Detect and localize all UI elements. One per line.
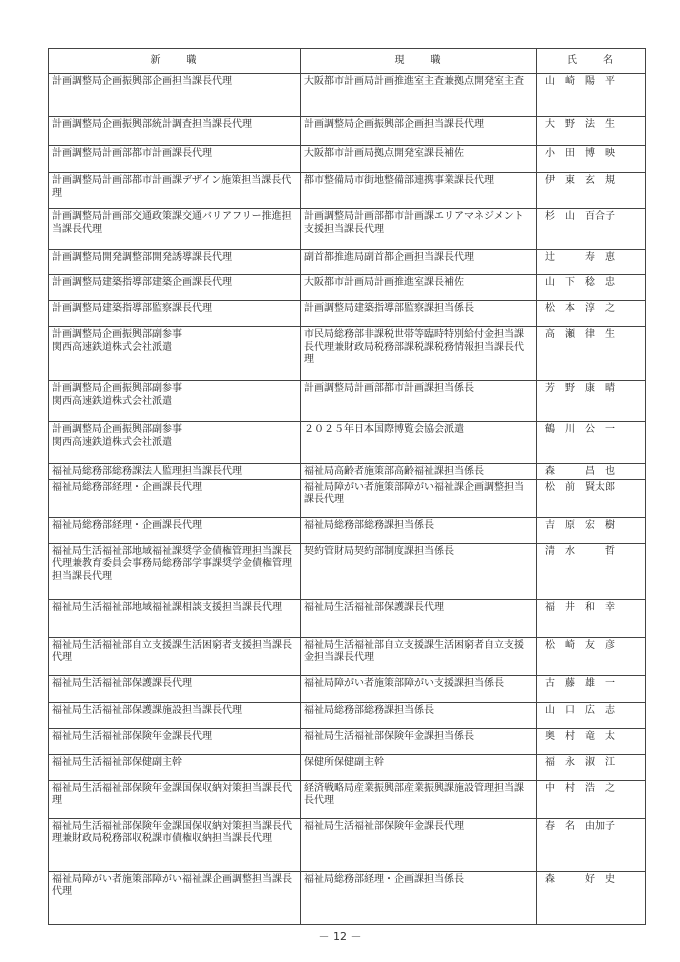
table-row	[49, 517, 646, 543]
current-position-cell: 計画調整局計画部都市計画課エリアマネジメント支援担当課長代理	[301, 209, 537, 250]
table-row	[49, 675, 646, 702]
person-name: 古 藤 雄 一	[545, 677, 615, 689]
current-position-cell: 大阪都市計画局計画推進室主査兼拠点開発室主査	[301, 74, 537, 117]
current-position-cell: ２０２５年日本国際博覧会協会派遣	[301, 422, 537, 464]
person-name: 福 永 淑 江	[545, 756, 615, 768]
person-name: 森 好 史	[545, 873, 615, 885]
table-row	[49, 818, 646, 871]
current-position-cell: 福祉局生活福祉部自立支援課生活困窮者自立支援金担当課長代理	[301, 637, 537, 675]
new-position-cell: 計画調整局開発調整部開発誘導課長代理	[49, 250, 301, 275]
person-name: 松 崎 友 彦	[545, 639, 615, 651]
person-name-cell	[537, 479, 646, 517]
new-position-cell: 計画調整局計画部交通政策課交通バリアフリー推進担当課長代理	[49, 209, 301, 250]
current-position-cell: 福祉局生活福祉部保険年金課担当係長	[301, 728, 537, 754]
person-name-cell	[537, 517, 646, 543]
person-name-cell	[537, 780, 646, 818]
new-position-cell: 福祉局生活福祉部地域福祉課奨学金債権管理担当課長代理兼教育委員会事務局総務部学事課奨学金債権管理担当課長代理	[49, 543, 301, 599]
current-position-cell: 副首都推進局副首都企画担当課長代理	[301, 250, 537, 275]
current-position-cell: 計画調整局計画部都市計画課担当係長	[301, 381, 537, 422]
current-position-cell: 福祉局生活福祉部保険年金課長代理	[301, 818, 537, 871]
person-name: 奥 村 竜 太	[545, 730, 615, 742]
table-header-row	[49, 49, 646, 74]
person-name: 松 前 賢太郎	[545, 481, 615, 493]
person-name-cell	[537, 637, 646, 675]
table-row	[49, 871, 646, 924]
table-row	[49, 74, 646, 117]
person-name: 松 本 淳 之	[545, 303, 615, 314]
new-position-cell: 計画調整局企画振興部副参事 関西高速鉄道株式会社派遣	[49, 327, 301, 381]
new-position-cell: 福祉局生活福祉部保険年金課長代理	[49, 728, 301, 754]
personnel-table	[48, 48, 646, 925]
person-name-cell	[537, 117, 646, 146]
new-position-cell: 計画調整局企画振興部副参事 関西高速鉄道株式会社派遣	[49, 422, 301, 464]
person-name-cell	[537, 818, 646, 871]
current-position-cell: 都市整備局市街地整備部連携事業課長代理	[301, 173, 537, 209]
person-name: 小 田 博 映	[545, 148, 615, 159]
person-name-cell	[537, 675, 646, 702]
person-name: 春 名 由加子	[545, 820, 615, 832]
table-row	[49, 209, 646, 250]
current-position-cell: 大阪都市計画局拠点開発室課長補佐	[301, 146, 537, 173]
person-name: 吉 原 宏 樹	[545, 519, 615, 531]
current-position-cell: 計画調整局建築指導部監察課担当係長	[301, 301, 537, 327]
table-row	[49, 422, 646, 464]
new-position-cell: 福祉局生活福祉部保護課長代理	[49, 675, 301, 702]
current-position-cell: 計画調整局企画振興部企画担当課長代理	[301, 117, 537, 146]
current-position-cell: 福祉局障がい者施策部障がい支援課担当係長	[301, 675, 537, 702]
current-position-cell: 契約管財局契約部制度課担当係長	[301, 543, 537, 599]
table-row	[49, 146, 646, 173]
person-name-cell	[537, 728, 646, 754]
person-name-cell	[537, 422, 646, 464]
current-position-cell: 大阪都市計画局計画推進室課長補佐	[301, 275, 537, 301]
new-position-cell: 計画調整局企画振興部副参事 関西高速鉄道株式会社派遣	[49, 381, 301, 422]
table-row	[49, 250, 646, 275]
person-name: 清 水 哲	[545, 545, 615, 557]
current-position-cell: 福祉局総務部経理・企画課担当係長	[301, 871, 537, 924]
new-position-cell: 福祉局生活福祉部地域福祉課相談支援担当課長代理	[49, 599, 301, 637]
header-current-position: 現 職	[301, 49, 537, 74]
new-position-cell: 福祉局総務部経理・企画課長代理	[49, 517, 301, 543]
table-row	[49, 327, 646, 381]
person-name: 芳 野 康 晴	[545, 383, 615, 394]
person-name: 山 下 稔 忠	[545, 277, 615, 288]
table-row	[49, 702, 646, 728]
person-name-cell	[537, 250, 646, 275]
person-name-cell	[537, 599, 646, 637]
person-name: 鶴 川 公 一	[545, 424, 615, 435]
table-row	[49, 599, 646, 637]
table-row	[49, 381, 646, 422]
table-row	[49, 275, 646, 301]
current-position-cell: 福祉局総務部総務課担当係長	[301, 517, 537, 543]
person-name: 大 野 法 生	[545, 119, 615, 130]
person-name-cell	[537, 301, 646, 327]
table-row	[49, 464, 646, 480]
table-row	[49, 780, 646, 818]
person-name-cell	[537, 381, 646, 422]
person-name: 中 村 浩 之	[545, 782, 615, 794]
new-position-cell: 計画調整局建築指導部監察課長代理	[49, 301, 301, 327]
person-name-cell	[537, 702, 646, 728]
current-position-cell: 経済戦略局産業振興部産業振興課施設管理担当課長代理	[301, 780, 537, 818]
new-position-cell: 計画調整局計画部都市計画課長代理	[49, 146, 301, 173]
person-name-cell	[537, 871, 646, 924]
header-new-position: 新 職	[49, 49, 301, 74]
current-position-cell: 市民局総務部非課税世帯等臨時特別給付金担当課長代理兼財政局税務部課税課税務情報担当課長代理	[301, 327, 537, 381]
current-position-cell: 福祉局高齢者施策部高齢福祉課担当係長	[301, 464, 537, 480]
table-row	[49, 479, 646, 517]
header-name: 氏 名	[537, 49, 646, 74]
person-name-cell	[537, 543, 646, 599]
person-name-cell	[537, 146, 646, 173]
table-row	[49, 301, 646, 327]
current-position-cell: 保健所保健副主幹	[301, 754, 537, 780]
person-name: 高 瀬 律 生	[545, 329, 615, 340]
new-position-cell: 福祉局障がい者施策部障がい福祉課企画調整担当課長代理	[49, 871, 301, 924]
table-row	[49, 637, 646, 675]
new-position-cell: 計画調整局計画部都市計画課デザイン施策担当課長代理	[49, 173, 301, 209]
new-position-cell: 計画調整局建築指導部建築企画課長代理	[49, 275, 301, 301]
person-name-cell	[537, 464, 646, 480]
person-name: 森 昌 也	[545, 466, 615, 477]
new-position-cell: 計画調整局企画振興部企画担当課長代理	[49, 74, 301, 117]
table-row	[49, 173, 646, 209]
new-position-cell: 計画調整局企画振興部統計調査担当課長代理	[49, 117, 301, 146]
person-name-cell	[537, 173, 646, 209]
new-position-cell: 福祉局総務部経理・企画課長代理	[49, 479, 301, 517]
new-position-cell: 福祉局生活福祉部自立支援課生活困窮者支援担当課長代理	[49, 637, 301, 675]
person-name-cell	[537, 74, 646, 117]
person-name-cell	[537, 275, 646, 301]
new-position-cell: 福祉局生活福祉部保護課施設担当課長代理	[49, 702, 301, 728]
person-name-cell	[537, 209, 646, 250]
person-name: 山 崎 陽 平	[545, 76, 615, 87]
current-position-cell: 福祉局障がい者施策部障がい福祉課企画調整担当課長代理	[301, 479, 537, 517]
person-name: 杉 山 百合子	[545, 211, 615, 222]
current-position-cell: 福祉局生活福祉部保護課長代理	[301, 599, 537, 637]
new-position-cell: 福祉局総務部総務課法人監理担当課長代理	[49, 464, 301, 480]
table-row	[49, 728, 646, 754]
table-row	[49, 754, 646, 780]
table-row	[49, 543, 646, 599]
new-position-cell: 福祉局生活福祉部保険年金課国保収納対策担当課長代理	[49, 780, 301, 818]
person-name: 伊 東 玄 規	[545, 175, 615, 186]
person-name-cell	[537, 327, 646, 381]
person-name-cell	[537, 754, 646, 780]
person-name: 福 井 和 幸	[545, 601, 615, 613]
person-name: 辻 寿 恵	[545, 252, 615, 263]
person-name: 山 口 広 志	[545, 704, 615, 716]
page-number: － 12 －	[318, 930, 362, 943]
current-position-cell: 福祉局総務部総務課担当係長	[301, 702, 537, 728]
new-position-cell: 福祉局生活福祉部保険年金課国保収納対策担当課長代理兼財政局税務部収税課市債権収納担当課長代理	[49, 818, 301, 871]
table-row	[49, 117, 646, 146]
new-position-cell: 福祉局生活福祉部保健副主幹	[49, 754, 301, 780]
